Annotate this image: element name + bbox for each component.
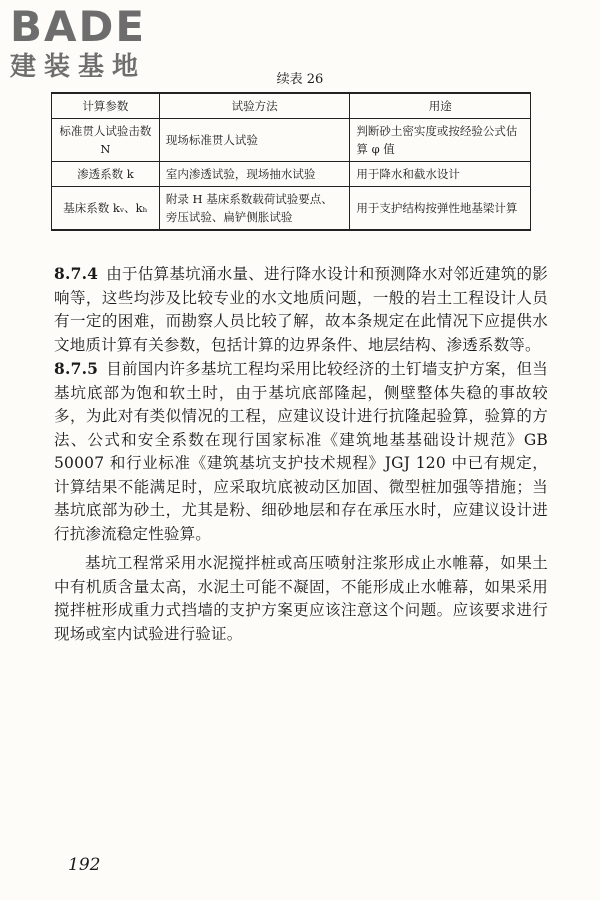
- paragraph: 基坑工程常采用水泥搅拌桩或高压喷射注浆形成止水帷幕，如果土中有机质含量太高，水泥土可能不凝固，不能形成止水帷幕，如果采用搅拌桩形成重力式挡墙的支护方案更应该注意这个问题。应该要求进行现场或室内试验进行验证。: [54, 554, 548, 643]
- logo-text-en: BADE: [10, 2, 147, 51]
- cell-usage: 用于支护结构按弹性地基梁计算: [350, 187, 531, 231]
- body-text: [54, 262, 548, 646]
- table-row: [52, 187, 531, 231]
- logo-text-cn: 建装基地: [10, 52, 147, 82]
- cell-method: 室内渗透试验，现场抽水试验: [159, 162, 350, 187]
- table-caption: 续表 26: [276, 72, 324, 87]
- table-header-row: [52, 93, 531, 119]
- cell-usage: 判断砂土密实度或按经验公式估算 φ 值: [350, 119, 531, 162]
- cell-parameter: 标准贯人试验击数 N: [52, 119, 160, 162]
- cell-usage: 用于降水和截水设计: [350, 162, 531, 187]
- header-method: 试验方法: [159, 93, 350, 119]
- cell-parameter: 渗透系数 k: [52, 162, 160, 187]
- cell-method: 附录 H 基床系数载荷试验要点、旁压试验、扁铲侧胀试验: [159, 187, 350, 231]
- section-text: 由于估算基坑涌水量、进行降水设计和预测降水对邻近建筑的影响等，这些均涉及比较专业的水文地质问题，一般的岩土工程设计人员有一定的困难，而勘察人员比较了解，故本条规定在此情况下应提供水文地质计算有关参数，包括计算的边界条件、地层结构、渗透系数等。: [54, 265, 548, 354]
- section-number: 8.7.5: [54, 359, 99, 378]
- section-text: 目前国内许多基坑工程均采用比较经济的土钉墙支护方案，但当基坑底部为饱和软土时，由于基坑底部隆起，侧壁整体失稳的事故较多，为此对有类似情况的工程，应建议设计进行抗隆起验算，验算的方法、公式和安全系数在现行国家标准《建筑地基基础设计规范》GB 50007 和行业标准《建筑基坑支护技术规程》JGJ 120 中已有规定，计算结果不能满足时，应采取坑底被动区加固、微型桩加强等措施；当基坑底部为砂土，尤其是粉、细砂地层和存在承压水时，应建议设计进行抗渗流稳定性验算。: [54, 360, 548, 543]
- table-row: [52, 119, 531, 162]
- parameter-table: [51, 92, 531, 231]
- cell-method: 现场标准贯人试验: [159, 119, 350, 162]
- section-8-7-5: [54, 357, 548, 546]
- header-usage: 用途: [350, 93, 531, 119]
- header-parameter: 计算参数: [52, 93, 160, 119]
- page-number: 192: [68, 855, 101, 875]
- section-number: 8.7.4: [54, 264, 99, 283]
- section-8-7-4: [54, 262, 548, 357]
- cell-parameter: 基床系数 kᵥ、kₕ: [52, 187, 160, 231]
- table-row: [52, 162, 531, 187]
